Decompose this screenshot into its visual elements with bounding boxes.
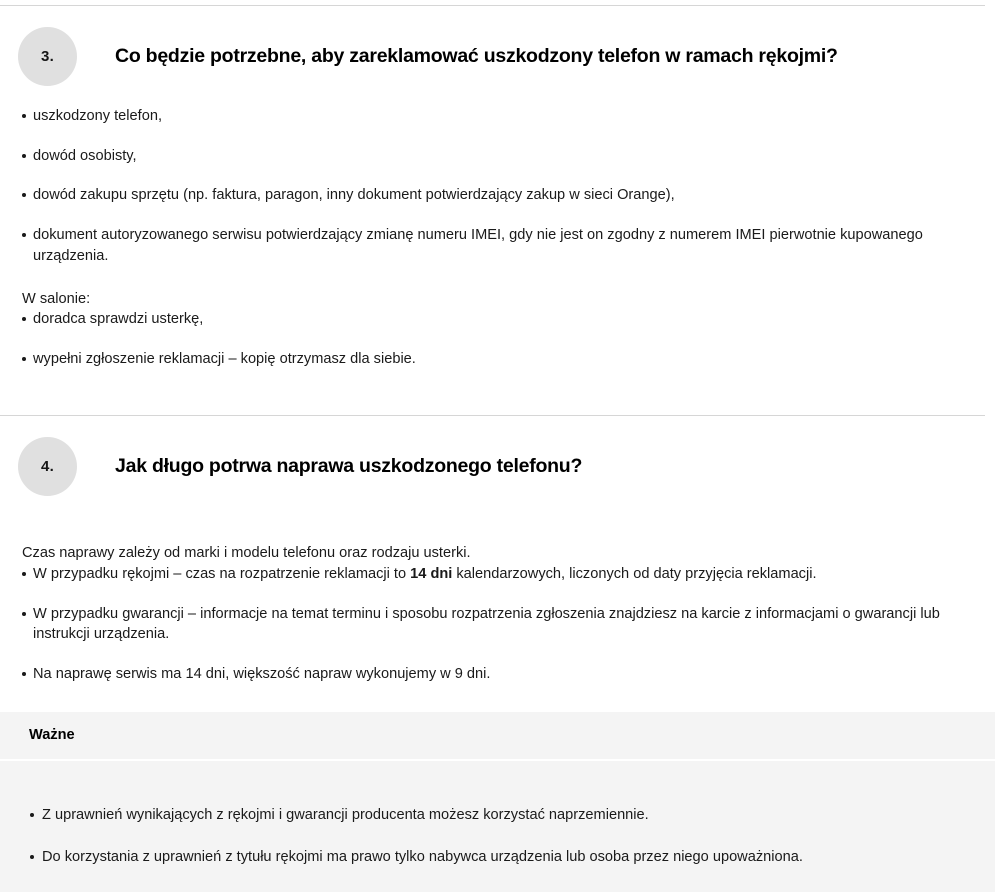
section-3-spacer [22,369,965,415]
faq-page [0,5,999,866]
faq-number-badge-4: 4. [18,437,77,496]
important-callout-body [0,761,995,892]
list-item: Do korzystania z uprawnień z tytułu rękojmi ma prawo tylko nabywca urządzenia lub osoba przez niego upoważniona. [30,847,965,868]
list-item-prefix: W przypadku rękojmi – czas na rozpatrzenie reklamacji to [33,565,411,582]
important-callout [0,712,995,892]
list-item: doradca sprawdzi usterkę, [22,309,965,330]
list-item-suffix: kalendarzowych, liczonych od daty przyjęcia reklamacji. [452,565,817,582]
important-callout-heading: Ważne [29,727,75,744]
faq-question-title-4: Jak długo potrwa naprawa uszkodzonego telefonu? [115,455,583,478]
list-item-prefix: Na naprawę serwis ma 14 dni, większość napraw wykonujemy w 9 dni. [33,666,491,683]
list-item-emphasis: 14 dni [410,565,453,582]
list-item: wypełni zgłoszenie reklamacji – kopię otrzymasz dla siebie. [22,349,965,370]
list-item [22,564,965,585]
list-item: uszkodzony telefon, [22,106,965,127]
faq-answer-3 [0,106,985,415]
list-item [22,664,965,685]
faq-number-badge-3: 3. [18,27,77,86]
list-item [22,604,965,645]
faq-section-3 [0,6,999,415]
faq-header-3[interactable] [0,6,985,106]
faq-section-4 [0,416,999,892]
list-item: Z uprawnień wynikających z rękojmi i gwarancji producenta możesz korzystać naprzemiennie. [30,805,965,826]
list-item: dowód zakupu sprzętu (np. faktura, paragon, inny dokument potwierdzający zakup w sieci Orange), [22,185,965,206]
repair-time-intro: Czas naprawy zależy od marki i modelu telefonu oraz rodzaju usterki. [22,545,471,562]
in-store-steps-list [22,309,965,369]
faq-header-4[interactable] [0,416,985,516]
faq-question-title-3: Co będzie potrzebne, aby zareklamować uszkodzony telefon w ramach rękojmi? [115,44,838,67]
list-item: dowód osobisty, [22,146,965,167]
repair-time-list [22,564,965,685]
requirements-list [22,106,965,267]
list-item: dokument autoryzowanego serwisu potwierdzający zmianę numeru IMEI, gdy nie jest on zgodny z numerem IMEI pierwotnie kupowanego urządzenia. [22,225,965,266]
list-item-prefix: W przypadku gwarancji – informacje na temat terminu i sposobu rozpatrzenia zgłoszenia znajdziesz na karcie z informacjami o gwarancji lub instrukcji urządzenia. [33,605,940,643]
in-store-label: W salonie: [22,290,91,307]
faq-answer-4 [0,543,985,684]
important-points-list [30,805,965,868]
